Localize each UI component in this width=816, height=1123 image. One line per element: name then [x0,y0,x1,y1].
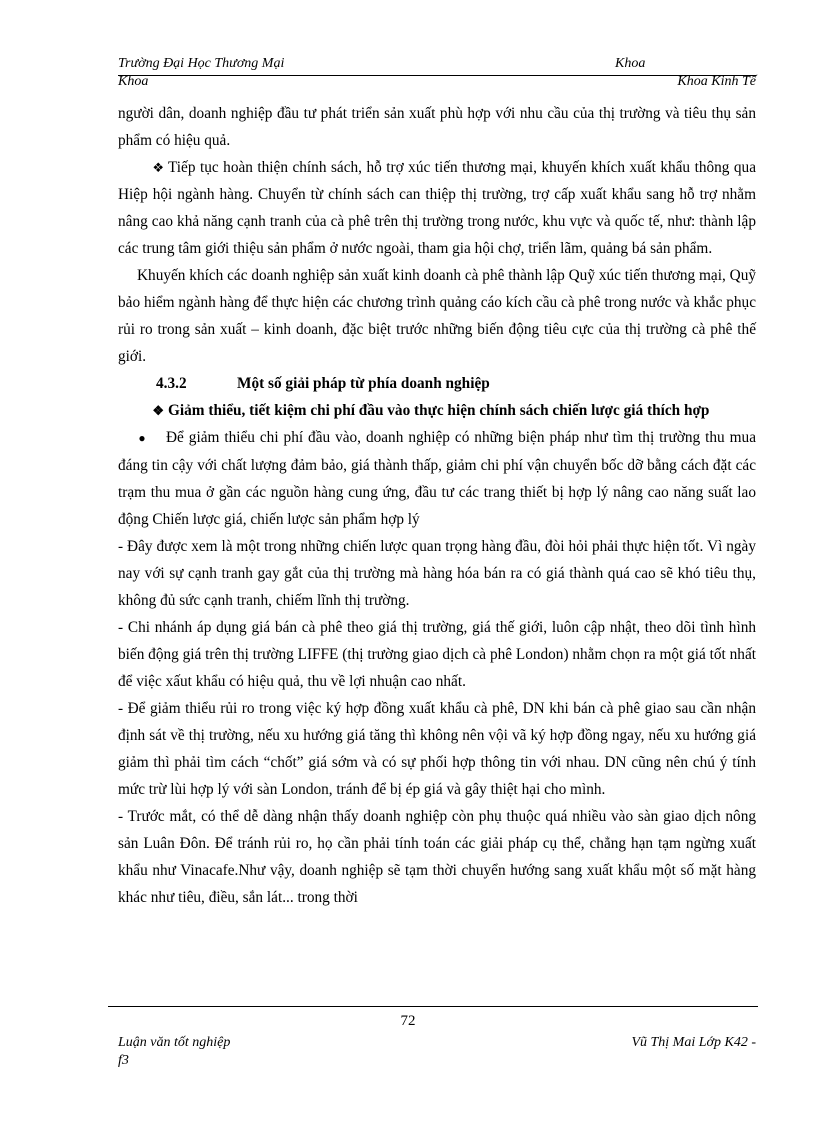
paragraph-2: ❖ Tiếp tục hoàn thiện chính sách, hỗ trợ xúc tiến thương mại, khuyến khích xuất khẩu thông qua Hiệp hội ngành hàng. Chuyển từ chính sách can thiệp thị trường, trợ cấp xuất khẩu sang hỗ trợ nhằm nâng cao khả năng cạnh tranh của cà phê trên thị trường trong nước, khu vực và quốc tế, như: thành lập các trung tâm giới thiệu sản phẩm ở nước ngoài, tham gia hội chợ, triển lãm, quảng bá sản phẩm. [118,154,756,262]
paragraph-4: ● Để giảm thiểu chi phí đầu vào, doanh nghiệp có những biện pháp như tìm thị trường thu mua đáng tin cậy với chất lượng đảm bảo, giá thành thấp, giảm chi phí vận chuyển bốc dỡ bằng cách đặt các trạm thu mua ở gần các nguồn hàng cung ứng, đầu tư các trang thiết bị hợp lý nâng cao năng suất lao động Chiến lược giá, chiến lược sản phẩm hợp lý [118,424,756,533]
paragraph-8: - Trước mắt, có thể dễ dàng nhận thấy doanh nghiệp còn phụ thuộc quá nhiều vào sàn giao dịch nông sản Luân Đôn. Để tránh rủi ro, họ cần phải tính toán các giải pháp cụ thể, chẳng hạn tạm ngừng xuất khẩu như Vinacafe.Như vậy, doanh nghiệp sẽ tạm thời chuyển hướng sang xuất khẩu một số mặt hàng khác như tiêu, điều, sắn lát... trong thời [118,808,756,906]
footer-divider [108,1006,758,1007]
paragraph-7: - Để giảm thiểu rủi ro trong việc ký hợp đồng xuất khẩu cà phê, DN khi bán cà phê giao sau cần nhận định sát về thị trường, nếu xu hướng giá tăng thì không nên vội vã ký hợp đồng ngay, nếu xu hướng giá giảm thì phải tìm cách “chốt” giá sớm và có sự phối hợp thông tin với nhau. DN cũng nên chú ý tính mức trừ lùi hợp lý với sàn London, tránh để bị ép giá và gây thiệt hại cho mình. [118,700,756,798]
paragraph-6: - Chi nhánh áp dụng giá bán cà phê theo giá thị trường, giá thế giới, luôn cập nhật, theo dõi tình hình biến động giá trên thị trường LIFFE (thị trường giao dịch cà phê London) nhằm chọn ra một giá tốt nhất để việc xấut khẩu có hiệu quả, thu về lợi nhuận cao nhất. [118,619,756,690]
header-khoa-left: Khoa [118,74,149,89]
diamond-bullet-icon: ❖ [152,160,164,175]
page-header [118,54,756,90]
paragraph-1: người dân, doanh nghiệp đầu tư phát triển sản xuất phù hợp với nhu cầu của thị trường và tiêu thụ sản phẩm có hiệu quả. [118,105,756,149]
page-number: 72 [400,1013,416,1029]
subsection-title: Giảm thiểu, tiết kiệm chi phí đầu vào thực hiện chính sách chiến lược giá thích hợp [168,402,710,419]
round-bullet-icon: ● [138,431,146,445]
subsection-heading [118,397,756,424]
footer-thesis: Luận văn tốt nghiệp [118,1035,231,1050]
page-footer [118,1033,756,1069]
header-faculty: Khoa Kinh Tế [677,74,756,89]
header-school: Trường Đại Học Thương Mại [118,56,285,71]
footer-author: Vũ Thị Mai Lớp K42 - [631,1035,756,1050]
section-number: 4.3.2 [156,375,187,392]
paragraph-3: Khuyến khích các doanh nghiệp sản xuất kinh doanh cà phê thành lập Quỹ xúc tiến thương mại, Quỹ bảo hiểm ngành hàng để thực hiện các chương trình quảng cáo kích cầu cà phê trong nước và khắc phục rủi ro trong sản xuất – kinh doanh, đặc biệt trước những biến động tiêu cực của thị trường cà phê thế giới. [118,267,756,365]
footer-class-suffix: f3 [118,1053,129,1068]
section-title: Một số giải pháp từ phía doanh nghiệp [237,375,490,392]
section-heading [118,370,756,397]
header-divider [118,75,756,76]
page-body [118,100,756,911]
header-khoa-top: Khoa [615,56,646,71]
paragraph-5: - Đây được xem là một trong những chiến lược quan trọng hàng đầu, đòi hỏi phải thực hiện tốt. Vì ngày nay với sự cạnh tranh gay gắt của thị trường mà hàng hóa bán ra có giá thành quá cao sẽ khó tiêu thụ, không đủ sức cạnh tranh, chiếm lĩnh thị trường. [118,538,756,609]
diamond-bullet-icon: ❖ [152,403,164,418]
